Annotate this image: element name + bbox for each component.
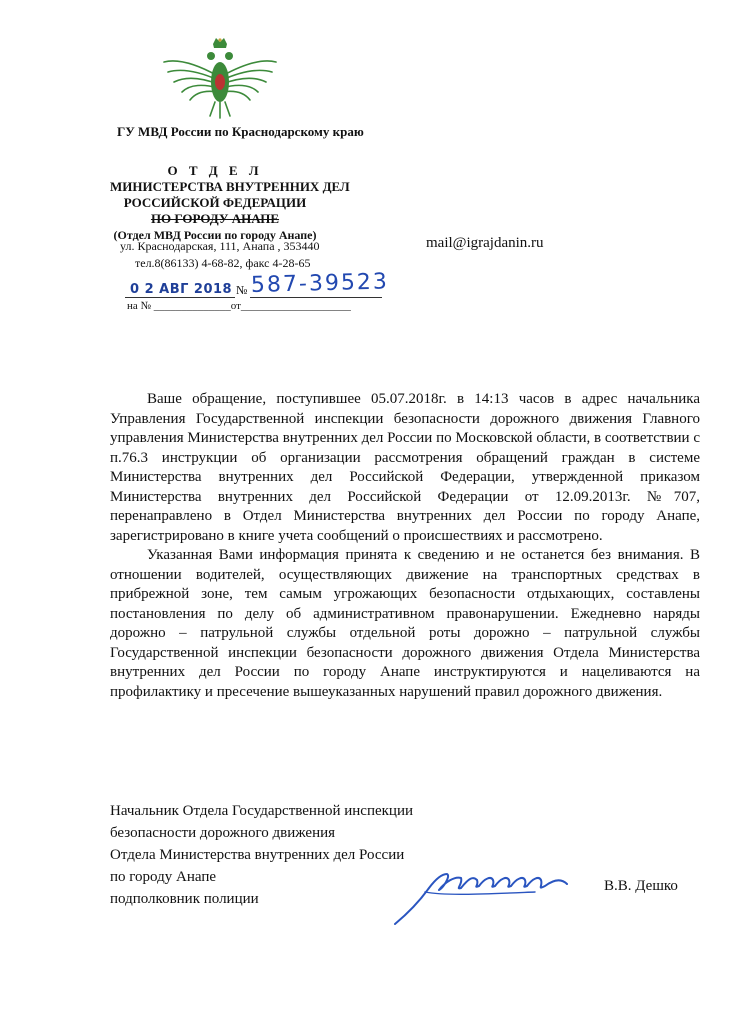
department-line: МИНИСТЕРСТВА ВНУТРЕННИХ ДЕЛ <box>110 179 350 194</box>
number-label: № <box>236 283 248 297</box>
body-paragraph: Ваше обращение, поступившее 05.07.2018г. в 14:13 часов в адрес начальника Управления Государственной инспекции безопасности дорожного движения Главного управления Министерства внутренних дел России по Московской области, в соответствии с п.76.3 инструкции об организации рассмотрения обращений граждан в системе Министерства внутренних дел Российской Федерации, утвержденной приказом Министерства внутренних дел Российской Федерации от 12.09.2013г. №707, перенаправлено в Отдел Министерства внутренних дел России по городу Анапе, зарегистрировано в книге учета сообщений о происшествиях и рассмотрено. <box>110 391 700 544</box>
agency-name: ГУ МВД России по Краснодарскому краю <box>117 124 364 139</box>
handwritten-registration-number: 587-39523 <box>250 269 390 298</box>
signatory-line: безопасности дорожного движения <box>110 825 336 841</box>
reference-line: на № ______________от____________________ <box>127 300 351 312</box>
department-city: ПО ГОРОДУ АНАПЕ <box>150 211 280 226</box>
department-line: РОССИЙСКОЙ ФЕДЕРАЦИИ <box>123 195 307 210</box>
address: ул. Краснодарская, 111, Анапа , 353440 <box>120 239 320 253</box>
body-paragraph: Указанная Вами информация принята к сведению и не останется без внимания. В отношении водителей, осуществляющих движение на транспортных средствах в прибрежной зоне, тем самым угрожающих безопасности отдыхающих, составлены постановления по делу об административном правонарушении. Ежедневно наряды дорожно – патрульной службы отдельной роты дорожно – патрульной службы Государственной инспекции безопасности дорожного движения Отдела Министерства внутренних дел России по городу Анапе инструктируются и нацеливаются на профилактику и пресечение вышеуказанных нарушений правил дорожного движения. <box>110 547 700 700</box>
signatory-line: Отдела Министерства внутренних дел России <box>110 847 405 863</box>
signatory-title <box>110 800 413 910</box>
signatory-line: по городу Анапе <box>110 869 217 885</box>
signatory-name: В.В. Дешко <box>604 878 678 894</box>
date-underline <box>125 297 235 298</box>
handwritten-signature <box>385 858 570 930</box>
recipient-email: mail@igrajdanin.ru <box>426 235 544 251</box>
letter-body <box>110 390 700 702</box>
phone-fax: тел.8(86133) 4-68-82, факс 4-28-65 <box>135 256 311 270</box>
signatory-line: Начальник Отдела Государственной инспекции <box>110 803 414 819</box>
number-underline <box>250 297 382 298</box>
eagle-emblem-icon <box>160 36 280 120</box>
department-short-name: (Отдел МВД России по городу Анапе) <box>113 228 317 242</box>
department-header <box>110 163 350 243</box>
signatory-line: подполковник полиции <box>110 891 259 907</box>
department-title: О Т Д Е Л <box>167 163 263 178</box>
stamp-date: 0 2 АВГ 2018 <box>130 282 233 297</box>
